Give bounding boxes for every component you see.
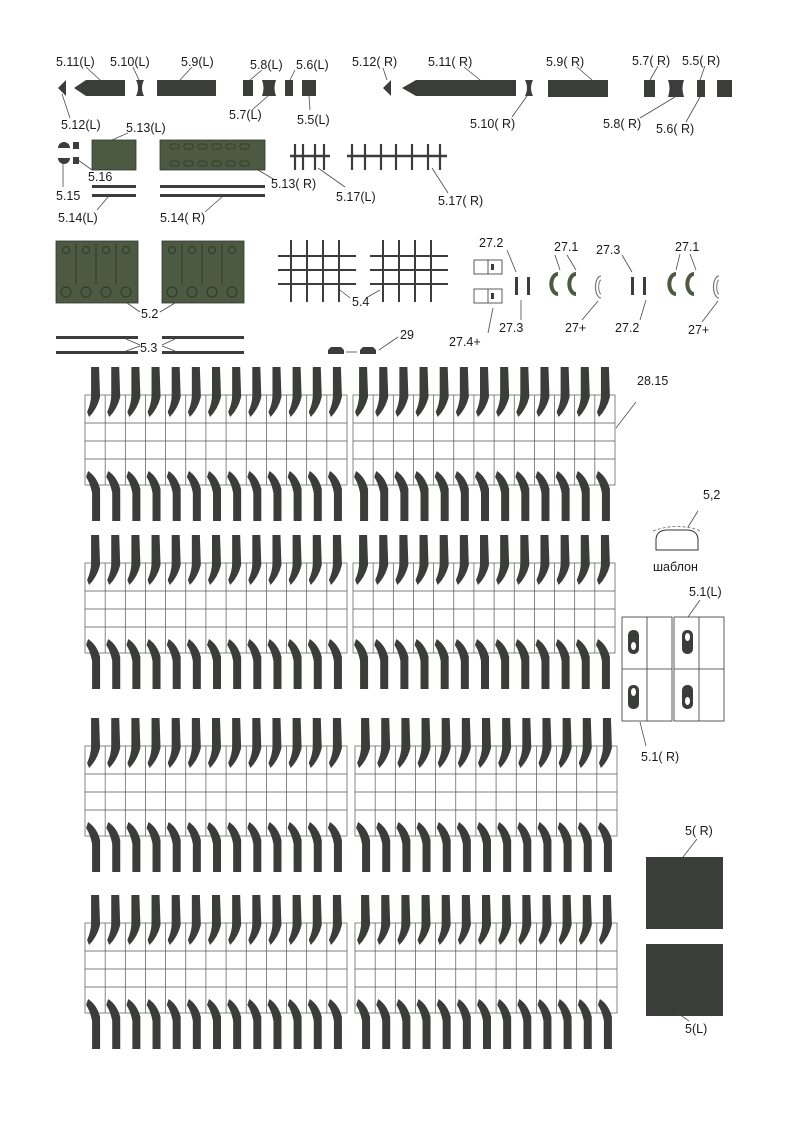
part-5-7-L — [262, 80, 276, 96]
label-27-3-top: 27.3 — [596, 243, 621, 257]
label-5-12-R: 5.12( R) — [352, 55, 398, 69]
label-28-15: 28.15 — [637, 374, 669, 388]
part-5-6-L — [285, 80, 293, 96]
label-5-8-L: 5.8(L) — [250, 58, 283, 72]
label-27-4: 27.4+ — [449, 335, 481, 349]
label-27-2-bottom: 27.2 — [615, 321, 640, 335]
label-5-5-R: 5.5( R) — [682, 54, 721, 68]
label-5-17-R: 5.17( R) — [438, 194, 484, 208]
label-5-11-R: 5.11( R) — [428, 55, 473, 69]
label-5-13-R: 5.13( R) — [271, 177, 317, 191]
label-27-1-left: 27.1 — [554, 240, 579, 254]
label-5-3: 5.3 — [140, 341, 158, 355]
label-27-3-bottom: 27.3 — [499, 321, 524, 335]
label-27-plus-left: 27+ — [565, 321, 587, 335]
label-5-9-L: 5.9(L) — [181, 55, 214, 69]
part-5-16-top-right — [73, 142, 79, 149]
part-5-14-R-b — [160, 194, 265, 197]
part-5-6-R — [697, 80, 705, 97]
label-5-14-R: 5.14( R) — [160, 211, 206, 225]
label-5-1-R: 5.1( R) — [641, 750, 680, 764]
part-5-9-R — [548, 80, 608, 97]
label-5-10-L: 5.10(L) — [110, 55, 150, 69]
label-5-10-R: 5.10( R) — [470, 117, 516, 131]
part-5-14-L-a — [92, 185, 136, 188]
part-5-9-L — [157, 80, 216, 96]
label-template: шаблон — [653, 560, 698, 574]
label-5-8-R: 5.8( R) — [603, 117, 642, 131]
label-5-16: 5.16 — [88, 170, 113, 184]
label-5-5-L: 5.5(L) — [297, 113, 330, 127]
part-5-7-R — [668, 80, 684, 97]
label-5-6-L: 5.6(L) — [296, 58, 329, 72]
part-5-14-R-a — [160, 185, 265, 188]
part-5-13-R — [160, 140, 265, 170]
label-29: 29 — [400, 328, 414, 342]
label-27-2-top: 27.2 — [479, 236, 504, 250]
part-5-5-R — [717, 80, 732, 97]
part-5-R — [646, 857, 723, 929]
top-parts-right — [383, 80, 732, 97]
label-5-L: 5(L) — [685, 1022, 708, 1036]
part-5-5-L — [302, 80, 316, 96]
label-5-6-R: 5.6( R) — [656, 122, 695, 136]
label-27-plus-right: 27+ — [688, 323, 710, 337]
label-5-1-L: 5.1(L) — [689, 585, 722, 599]
label-5-7-L: 5.7(L) — [229, 108, 262, 122]
label-5-9-R: 5.9( R) — [546, 55, 585, 69]
part-5-14-L-b — [92, 194, 136, 197]
label-5-17-L: 5.17(L) — [336, 190, 376, 204]
label-5-11-L: 5.11(L) — [56, 55, 95, 69]
label-5-15: 5.15 — [56, 189, 81, 203]
part-5-8-L — [243, 80, 253, 96]
part-5-L — [646, 944, 723, 1016]
part-5-11-R — [402, 80, 516, 96]
label-5-2-template: 5,2 — [703, 488, 721, 502]
label-5-R: 5( R) — [685, 824, 713, 838]
label-5-2: 5.2 — [141, 307, 159, 321]
label-5-14-L: 5.14(L) — [58, 211, 98, 225]
part-5-13-L — [92, 140, 136, 170]
label-5-13-L: 5.13(L) — [126, 121, 166, 135]
part-5-8-R — [644, 80, 655, 97]
label-5-12-L: 5.12(L) — [61, 118, 101, 132]
label-5-7-R: 5.7( R) — [632, 54, 671, 68]
label-27-1-right: 27.1 — [675, 240, 700, 254]
label-5-4: 5.4 — [352, 295, 370, 309]
